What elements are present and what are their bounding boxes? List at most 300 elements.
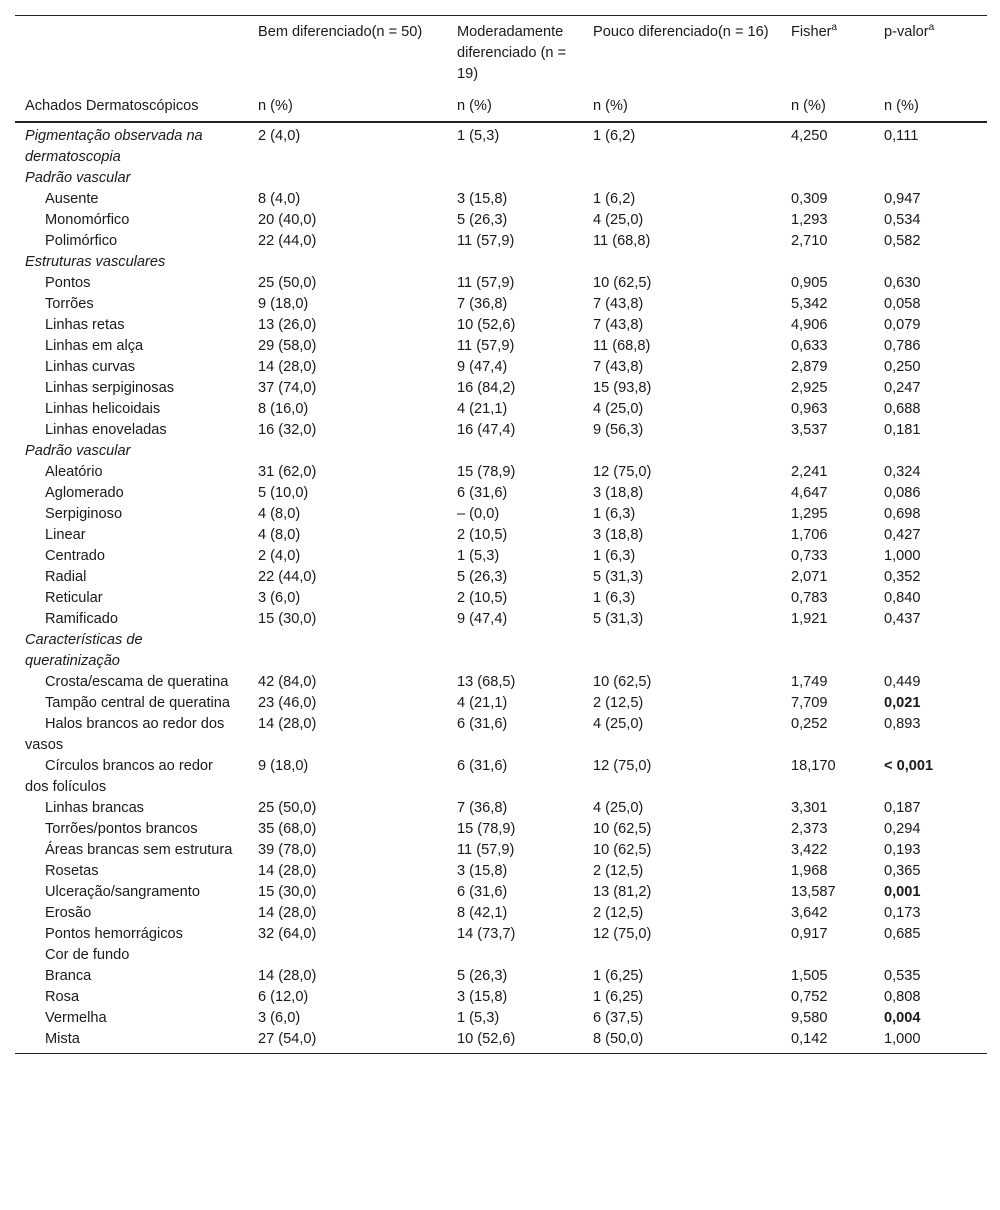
table-row xyxy=(15,861,987,882)
cell-p-valor xyxy=(874,441,987,462)
cell-pouco: 1 (6,3) xyxy=(593,548,636,564)
cell-moderadamente: 14 (73,7) xyxy=(457,926,516,942)
cell-pouco: 1 (6,3) xyxy=(593,506,636,522)
dermatoscopy-table xyxy=(15,15,987,1054)
table-row xyxy=(15,336,987,357)
table-row xyxy=(15,882,987,903)
cell-p-valor: 0,365 xyxy=(884,863,921,879)
header-p-valor-sup: a xyxy=(928,22,935,34)
row-label: Mista xyxy=(15,1029,248,1054)
cell-bem: 8 (4,0) xyxy=(258,191,301,207)
row-label: Erosão xyxy=(45,905,92,921)
cell-bem: 27 (54,0) xyxy=(248,1029,447,1054)
cell-p-valor: 0,437 xyxy=(884,611,921,627)
cell-pouco: 1 (6,25) xyxy=(593,968,644,984)
cell-pouco: 9 (56,3) xyxy=(593,422,644,438)
table-row xyxy=(15,945,987,966)
cell-bem: 14 (28,0) xyxy=(258,863,317,879)
cell-p-valor: 0,004 xyxy=(884,1010,921,1026)
cell-fisher: 2,925 xyxy=(791,380,828,396)
cell-p-valor: 0,173 xyxy=(884,905,921,921)
cell-pouco: 1 (6,2) xyxy=(593,128,636,144)
cell-p-valor xyxy=(874,945,987,966)
cell-fisher: 2,879 xyxy=(791,359,828,375)
cell-bem: 16 (32,0) xyxy=(258,422,317,438)
cell-moderadamente xyxy=(447,252,583,273)
cell-p-valor: 0,840 xyxy=(884,590,921,606)
cell-p-valor: 0,786 xyxy=(884,338,921,354)
cell-moderadamente: 10 (52,6) xyxy=(447,1029,583,1054)
table-row xyxy=(15,273,987,294)
cell-fisher: 1,505 xyxy=(791,968,828,984)
cell-fisher xyxy=(781,252,874,273)
table-row xyxy=(15,819,987,840)
cell-p-valor: 0,893 xyxy=(884,716,921,732)
cell-pouco xyxy=(583,168,781,189)
cell-pouco: 7 (43,8) xyxy=(593,359,644,375)
cell-p-valor: 0,193 xyxy=(884,842,921,858)
cell-p-valor: 0,630 xyxy=(884,275,921,291)
row-label: Linhas curvas xyxy=(45,359,136,375)
cell-pouco: 15 (93,8) xyxy=(593,380,652,396)
cell-fisher: 5,342 xyxy=(791,296,828,312)
cell-fisher: 1,968 xyxy=(791,863,828,879)
cell-p-valor: 0,582 xyxy=(884,233,921,249)
row-label: Tampão central de queratina xyxy=(45,695,230,711)
table-row xyxy=(15,399,987,420)
row-label: Radial xyxy=(45,569,87,585)
header-unit: n (%) xyxy=(583,96,781,122)
cell-bem: 14 (28,0) xyxy=(258,359,317,375)
table-row xyxy=(15,672,987,693)
cell-p-valor: 0,247 xyxy=(884,380,921,396)
header-unit: n (%) xyxy=(248,96,447,122)
cell-pouco: 5 (31,3) xyxy=(593,611,644,627)
cell-bem: 15 (30,0) xyxy=(258,884,317,900)
row-label: Linear xyxy=(45,527,86,543)
row-label: Rosetas xyxy=(45,863,99,879)
cell-bem xyxy=(248,945,447,966)
section-row xyxy=(15,441,987,462)
cell-fisher: 1,749 xyxy=(791,674,828,690)
cell-fisher: 1,293 xyxy=(791,212,828,228)
cell-bem xyxy=(248,252,447,273)
cell-moderadamente: 13 (68,5) xyxy=(457,674,516,690)
section-row xyxy=(15,252,987,273)
cell-bem: 31 (62,0) xyxy=(258,464,317,480)
header-p-valor xyxy=(874,16,987,97)
row-label: Padrão vascular xyxy=(25,443,131,459)
cell-bem: 6 (12,0) xyxy=(258,989,309,1005)
cell-moderadamente: 5 (26,3) xyxy=(457,212,508,228)
row-label: Halos brancos ao redor dos vasos xyxy=(25,716,225,753)
cell-fisher: 0,142 xyxy=(781,1029,874,1054)
cell-bem xyxy=(248,630,447,672)
cell-fisher: 4,906 xyxy=(791,317,828,333)
row-label: Polimórfico xyxy=(45,233,118,249)
cell-p-valor: 0,001 xyxy=(884,884,921,900)
row-label: Pontos hemorrágicos xyxy=(45,926,183,942)
cell-pouco xyxy=(583,252,781,273)
cell-p-valor xyxy=(874,252,987,273)
cell-p-valor: 0,535 xyxy=(884,968,921,984)
table-row xyxy=(15,483,987,504)
cell-pouco: 12 (75,0) xyxy=(593,758,652,774)
cell-fisher xyxy=(781,945,874,966)
header-row-groups xyxy=(15,16,987,97)
cell-pouco: 10 (62,5) xyxy=(593,821,652,837)
table-body xyxy=(15,122,987,1054)
table-row xyxy=(15,462,987,483)
cell-fisher: 18,170 xyxy=(791,758,836,774)
cell-p-valor: 0,181 xyxy=(884,422,921,438)
cell-bem: 25 (50,0) xyxy=(258,275,317,291)
cell-pouco: 1 (6,25) xyxy=(593,989,644,1005)
cell-p-valor: 0,534 xyxy=(884,212,921,228)
row-label: Torrões/pontos brancos xyxy=(45,821,198,837)
cell-fisher xyxy=(781,630,874,672)
cell-moderadamente: 4 (21,1) xyxy=(457,695,508,711)
cell-pouco: 2 (12,5) xyxy=(593,695,644,711)
cell-p-valor xyxy=(874,168,987,189)
table-row xyxy=(15,987,987,1008)
header-fisher-sup: a xyxy=(831,22,838,34)
cell-bem: 22 (44,0) xyxy=(258,233,317,249)
cell-moderadamente: 5 (26,3) xyxy=(457,569,508,585)
row-label: Vermelha xyxy=(45,1010,107,1026)
cell-fisher: 0,752 xyxy=(791,989,828,1005)
table-row xyxy=(15,1029,987,1054)
cell-p-valor xyxy=(874,630,987,672)
cell-fisher: 1,706 xyxy=(791,527,828,543)
cell-bem: 4 (8,0) xyxy=(258,527,301,543)
cell-bem: 35 (68,0) xyxy=(258,821,317,837)
cell-bem: 2 (4,0) xyxy=(258,548,301,564)
table-header xyxy=(15,16,987,123)
cell-p-valor: 0,947 xyxy=(884,191,921,207)
cell-pouco: 2 (12,5) xyxy=(593,905,644,921)
row-label: Estruturas vasculares xyxy=(25,254,166,270)
table-row xyxy=(15,903,987,924)
table-row xyxy=(15,714,987,756)
cell-p-valor: 0,427 xyxy=(884,527,921,543)
cell-p-valor: 0,449 xyxy=(884,674,921,690)
cell-pouco: 7 (43,8) xyxy=(593,317,644,333)
row-label: Áreas brancas sem estrutura xyxy=(45,842,233,858)
cell-moderadamente: 10 (52,6) xyxy=(457,317,516,333)
cell-fisher: 3,537 xyxy=(791,422,828,438)
cell-fisher: 0,963 xyxy=(791,401,828,417)
table-row xyxy=(15,546,987,567)
cell-p-valor: 0,688 xyxy=(884,401,921,417)
cell-pouco: 1 (6,2) xyxy=(593,191,636,207)
row-label: Ramificado xyxy=(45,611,118,627)
cell-pouco: 4 (25,0) xyxy=(593,212,644,228)
table-row xyxy=(15,924,987,945)
row-label: Linhas serpiginosas xyxy=(45,380,174,396)
cell-pouco: 13 (81,2) xyxy=(593,884,652,900)
cell-pouco: 5 (31,3) xyxy=(593,569,644,585)
cell-bem: 14 (28,0) xyxy=(258,716,317,732)
cell-fisher: 7,709 xyxy=(791,695,828,711)
header-fisher-label: Fisher xyxy=(791,24,832,40)
row-label: Aleatório xyxy=(45,464,103,480)
cell-p-valor: 0,187 xyxy=(884,800,921,816)
cell-pouco: 12 (75,0) xyxy=(593,464,652,480)
cell-bem: 3 (6,0) xyxy=(258,1010,301,1026)
cell-moderadamente: – (0,0) xyxy=(457,506,500,522)
cell-pouco: 11 (68,8) xyxy=(593,233,651,249)
cell-bem: 15 (30,0) xyxy=(258,611,317,627)
row-label: Pigmentação observada na dermatoscopia xyxy=(25,128,203,165)
cell-fisher: 13,587 xyxy=(791,884,836,900)
cell-fisher: 1,921 xyxy=(791,611,828,627)
cell-pouco xyxy=(583,441,781,462)
cell-moderadamente: 11 (57,9) xyxy=(457,338,515,354)
cell-pouco: 6 (37,5) xyxy=(593,1010,644,1026)
cell-moderadamente: 6 (31,6) xyxy=(457,716,508,732)
cell-bem: 14 (28,0) xyxy=(258,968,317,984)
cell-fisher: 4,250 xyxy=(791,128,828,144)
table-row xyxy=(15,525,987,546)
section-row xyxy=(15,630,987,672)
row-label: Ulceração/sangramento xyxy=(45,884,200,900)
cell-moderadamente: 7 (36,8) xyxy=(457,296,508,312)
cell-moderadamente: 2 (10,5) xyxy=(457,590,508,606)
cell-p-valor: 0,352 xyxy=(884,569,921,585)
cell-pouco: 8 (50,0) xyxy=(583,1029,781,1054)
cell-fisher: 0,633 xyxy=(791,338,828,354)
cell-p-valor: 0,808 xyxy=(884,989,921,1005)
cell-bem: 5 (10,0) xyxy=(258,485,309,501)
cell-moderadamente xyxy=(447,168,583,189)
row-label: Centrado xyxy=(45,548,106,564)
table-row xyxy=(15,189,987,210)
cell-moderadamente xyxy=(447,945,583,966)
table-row xyxy=(15,231,987,252)
cell-moderadamente: 11 (57,9) xyxy=(457,275,515,291)
cell-moderadamente: 3 (15,8) xyxy=(457,863,508,879)
table-row xyxy=(15,1008,987,1029)
table-row xyxy=(15,210,987,231)
table-row xyxy=(15,966,987,987)
table-row xyxy=(15,840,987,861)
cell-moderadamente: 7 (36,8) xyxy=(457,800,508,816)
section-row xyxy=(15,122,987,168)
cell-moderadamente: 16 (47,4) xyxy=(457,422,516,438)
table-row xyxy=(15,693,987,714)
cell-bem: 39 (78,0) xyxy=(258,842,317,858)
cell-moderadamente: 3 (15,8) xyxy=(457,989,508,1005)
cell-p-valor: 0,079 xyxy=(884,317,921,333)
cell-moderadamente: 6 (31,6) xyxy=(457,485,508,501)
cell-bem: 37 (74,0) xyxy=(258,380,317,396)
cell-pouco: 1 (6,3) xyxy=(593,590,636,606)
cell-bem xyxy=(248,441,447,462)
cell-moderadamente: 11 (57,9) xyxy=(457,233,515,249)
cell-fisher: 9,580 xyxy=(791,1010,828,1026)
cell-fisher: 2,710 xyxy=(791,233,828,249)
cell-fisher: 1,295 xyxy=(791,506,828,522)
table-row xyxy=(15,378,987,399)
table-row xyxy=(15,315,987,336)
cell-fisher: 2,071 xyxy=(791,569,828,585)
row-label: Reticular xyxy=(45,590,103,606)
row-label: Torrões xyxy=(45,296,94,312)
cell-moderadamente: 11 (57,9) xyxy=(457,842,515,858)
cell-bem: 9 (18,0) xyxy=(258,758,309,774)
table-row xyxy=(15,294,987,315)
cell-fisher: 3,642 xyxy=(791,905,828,921)
cell-moderadamente: 9 (47,4) xyxy=(457,611,508,627)
table-row xyxy=(15,798,987,819)
row-label: Linhas retas xyxy=(45,317,125,333)
cell-p-valor: 0,111 xyxy=(884,128,919,144)
cell-moderadamente: 4 (21,1) xyxy=(457,401,508,417)
cell-bem: 32 (64,0) xyxy=(258,926,317,942)
header-unit: n (%) xyxy=(781,96,874,122)
cell-moderadamente: 1 (5,3) xyxy=(457,128,500,144)
cell-p-valor: 0,021 xyxy=(884,695,921,711)
cell-p-valor: 0,250 xyxy=(884,359,921,375)
cell-p-valor: 0,294 xyxy=(884,821,921,837)
cell-p-valor: < 0,001 xyxy=(884,758,934,774)
cell-bem: 9 (18,0) xyxy=(258,296,309,312)
row-label: Aglomerado xyxy=(45,485,124,501)
cell-fisher: 0,733 xyxy=(791,548,828,564)
header-unit-achados: Achados Dermatoscópicos xyxy=(15,96,248,122)
cell-moderadamente: 16 (84,2) xyxy=(457,380,516,396)
row-label: Padrão vascular xyxy=(25,170,131,186)
cell-moderadamente: 6 (31,6) xyxy=(457,884,508,900)
row-label: Linhas em alça xyxy=(45,338,144,354)
cell-p-valor: 0,086 xyxy=(884,485,921,501)
table-row xyxy=(15,567,987,588)
cell-moderadamente xyxy=(447,630,583,672)
cell-pouco: 10 (62,5) xyxy=(593,275,652,291)
header-row-units xyxy=(15,96,987,122)
table-row xyxy=(15,504,987,525)
cell-p-valor: 0,324 xyxy=(884,464,921,480)
cell-moderadamente: 5 (26,3) xyxy=(457,968,508,984)
header-moderadamente-diferenciado: Moderadamente diferenciado (n = 19) xyxy=(447,16,583,97)
cell-bem: 23 (46,0) xyxy=(258,695,317,711)
cell-bem: 25 (50,0) xyxy=(258,800,317,816)
table-row xyxy=(15,357,987,378)
cell-bem: 22 (44,0) xyxy=(258,569,317,585)
row-label: Círculos brancos ao redor dos folículos xyxy=(25,758,213,795)
cell-pouco xyxy=(583,945,781,966)
header-label-empty xyxy=(15,16,248,97)
header-fisher xyxy=(781,16,874,97)
cell-pouco: 12 (75,0) xyxy=(593,926,652,942)
cell-pouco: 7 (43,8) xyxy=(593,296,644,312)
cell-p-valor: 0,685 xyxy=(884,926,921,942)
header-unit: n (%) xyxy=(447,96,583,122)
cell-moderadamente: 1 (5,3) xyxy=(457,548,500,564)
cell-moderadamente: 15 (78,9) xyxy=(457,464,516,480)
cell-bem: 3 (6,0) xyxy=(258,590,301,606)
cell-moderadamente xyxy=(447,441,583,462)
cell-fisher: 2,241 xyxy=(791,464,828,480)
cell-pouco: 4 (25,0) xyxy=(593,800,644,816)
cell-fisher xyxy=(781,168,874,189)
dermatoscopy-table-container xyxy=(15,15,987,1054)
cell-bem: 20 (40,0) xyxy=(258,212,317,228)
table-row xyxy=(15,756,987,798)
header-pouco-diferenciado: Pouco diferenciado(n = 16) xyxy=(583,16,781,97)
cell-p-valor: 1,000 xyxy=(884,548,921,564)
cell-pouco: 10 (62,5) xyxy=(593,842,652,858)
cell-moderadamente: 6 (31,6) xyxy=(457,758,508,774)
table-row xyxy=(15,609,987,630)
cell-pouco: 10 (62,5) xyxy=(593,674,652,690)
cell-fisher: 2,373 xyxy=(791,821,828,837)
cell-fisher: 0,783 xyxy=(791,590,828,606)
row-label: Linhas helicoidais xyxy=(45,401,161,417)
row-label: Branca xyxy=(45,968,92,984)
cell-bem: 29 (58,0) xyxy=(258,338,317,354)
row-label: Crosta/escama de queratina xyxy=(45,674,229,690)
cell-moderadamente: 2 (10,5) xyxy=(457,527,508,543)
cell-moderadamente: 9 (47,4) xyxy=(457,359,508,375)
cell-bem: 13 (26,0) xyxy=(258,317,317,333)
section-row xyxy=(15,168,987,189)
cell-p-valor: 0,698 xyxy=(884,506,921,522)
cell-pouco xyxy=(583,630,781,672)
cell-bem: 8 (16,0) xyxy=(258,401,309,417)
row-label: Monomórfico xyxy=(45,212,130,228)
row-label: Ausente xyxy=(45,191,99,207)
cell-bem xyxy=(248,168,447,189)
cell-pouco: 11 (68,8) xyxy=(593,338,651,354)
cell-pouco: 4 (25,0) xyxy=(593,716,644,732)
cell-fisher: 0,905 xyxy=(791,275,828,291)
cell-p-valor: 1,000 xyxy=(874,1029,987,1054)
table-row xyxy=(15,588,987,609)
cell-moderadamente: 8 (42,1) xyxy=(457,905,508,921)
row-label: Cor de fundo xyxy=(45,947,130,963)
cell-moderadamente: 15 (78,9) xyxy=(457,821,516,837)
table-row xyxy=(15,420,987,441)
cell-bem: 14 (28,0) xyxy=(258,905,317,921)
cell-bem: 42 (84,0) xyxy=(258,674,317,690)
cell-fisher: 3,301 xyxy=(791,800,828,816)
cell-fisher: 0,309 xyxy=(791,191,828,207)
cell-p-valor: 0,058 xyxy=(884,296,921,312)
cell-bem: 2 (4,0) xyxy=(258,128,301,144)
cell-bem: 4 (8,0) xyxy=(258,506,301,522)
cell-pouco: 3 (18,8) xyxy=(593,527,644,543)
row-label: Linhas enoveladas xyxy=(45,422,167,438)
cell-fisher: 0,252 xyxy=(791,716,828,732)
row-label: Serpiginoso xyxy=(45,506,123,522)
row-label: Linhas brancas xyxy=(45,800,144,816)
header-p-valor-label: p-valor xyxy=(884,24,929,40)
cell-fisher xyxy=(781,441,874,462)
cell-moderadamente: 1 (5,3) xyxy=(457,1010,500,1026)
cell-moderadamente: 3 (15,8) xyxy=(457,191,508,207)
header-unit: n (%) xyxy=(874,96,987,122)
cell-fisher: 3,422 xyxy=(791,842,828,858)
header-bem-diferenciado: Bem diferenciado(n = 50) xyxy=(248,16,447,97)
row-label: Pontos xyxy=(45,275,91,291)
cell-pouco: 4 (25,0) xyxy=(593,401,644,417)
cell-fisher: 0,917 xyxy=(791,926,828,942)
cell-pouco: 3 (18,8) xyxy=(593,485,644,501)
cell-pouco: 2 (12,5) xyxy=(593,863,644,879)
row-label: Características de queratinização xyxy=(25,632,143,669)
